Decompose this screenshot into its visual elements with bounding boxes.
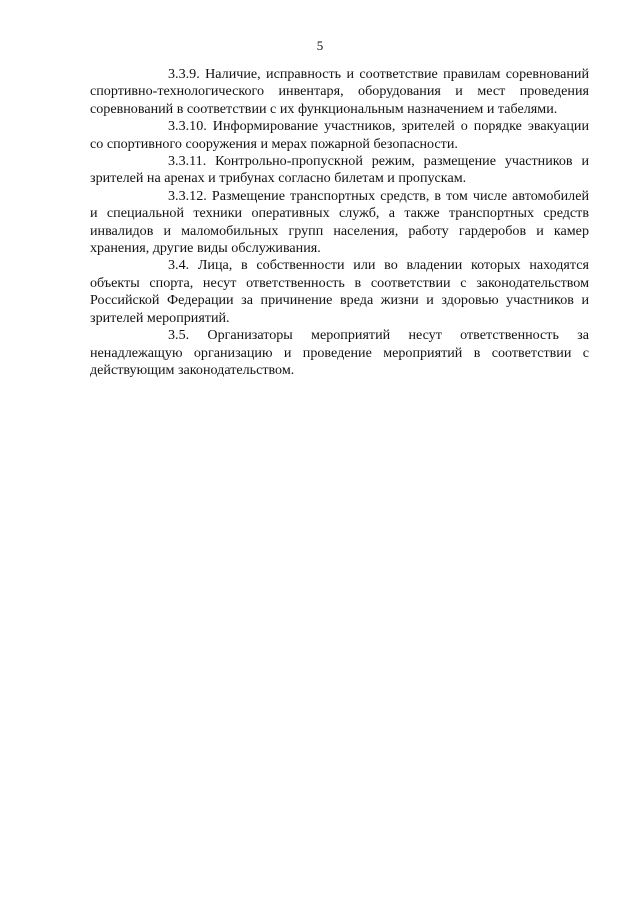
paragraph-text: Информирование участников, зрителей о порядке эвакуации со спортивного сооружения и мерах пожарной безопасности. bbox=[90, 118, 589, 152]
paragraph-text: Наличие, исправность и соответствие правилам соревнований спортивно-технологического инвентаря, оборудования и мест проведения соревнований в соответствии с их функциональным назначением и табелями. bbox=[90, 66, 589, 117]
paragraph-3-4 bbox=[90, 257, 589, 327]
document-body bbox=[90, 66, 589, 379]
paragraph-3-3-9 bbox=[90, 66, 589, 118]
paragraph-3-5 bbox=[90, 327, 589, 379]
paragraph-3-3-12 bbox=[90, 188, 589, 258]
paragraph-text: Контрольно-пропускной режим, размещение участников и зрителей на аренах и трибунах согласно билетам и пропускам. bbox=[90, 153, 589, 187]
paragraph-3-3-11 bbox=[90, 153, 589, 188]
paragraph-number: 3.3.9. bbox=[168, 66, 200, 82]
paragraph-number: 3.5. bbox=[168, 327, 190, 344]
paragraph-number: 3.3.12. bbox=[168, 187, 207, 204]
paragraph-text: Размещение транспортных средств, в том числе автомобилей и специальной техники оперативных служб, а также транспортных средств инвалидов и маломобильных групп населения, работу гардеробов и камер хранения, другие виды обслуживания. bbox=[90, 187, 589, 257]
paragraph-number: 3.3.11. bbox=[168, 153, 207, 170]
paragraph-3-3-10 bbox=[90, 118, 589, 153]
paragraph-number: 3.4. bbox=[168, 257, 190, 274]
paragraph-text: Лица, в собственности или во владении которых находятся объекты спорта, несут ответственность в соответствии с законодательством Российской Федерации за причинение вреда жизни и здоровью участников и зрителей мероприятий. bbox=[90, 257, 589, 326]
paragraph-text: Организаторы мероприятий несут ответственность за ненадлежащую организацию и проведение мероприятий в соответствии с действующим законодательством. bbox=[90, 327, 589, 378]
paragraph-number: 3.3.10. bbox=[168, 118, 207, 135]
page-number: 5 bbox=[316, 38, 324, 53]
